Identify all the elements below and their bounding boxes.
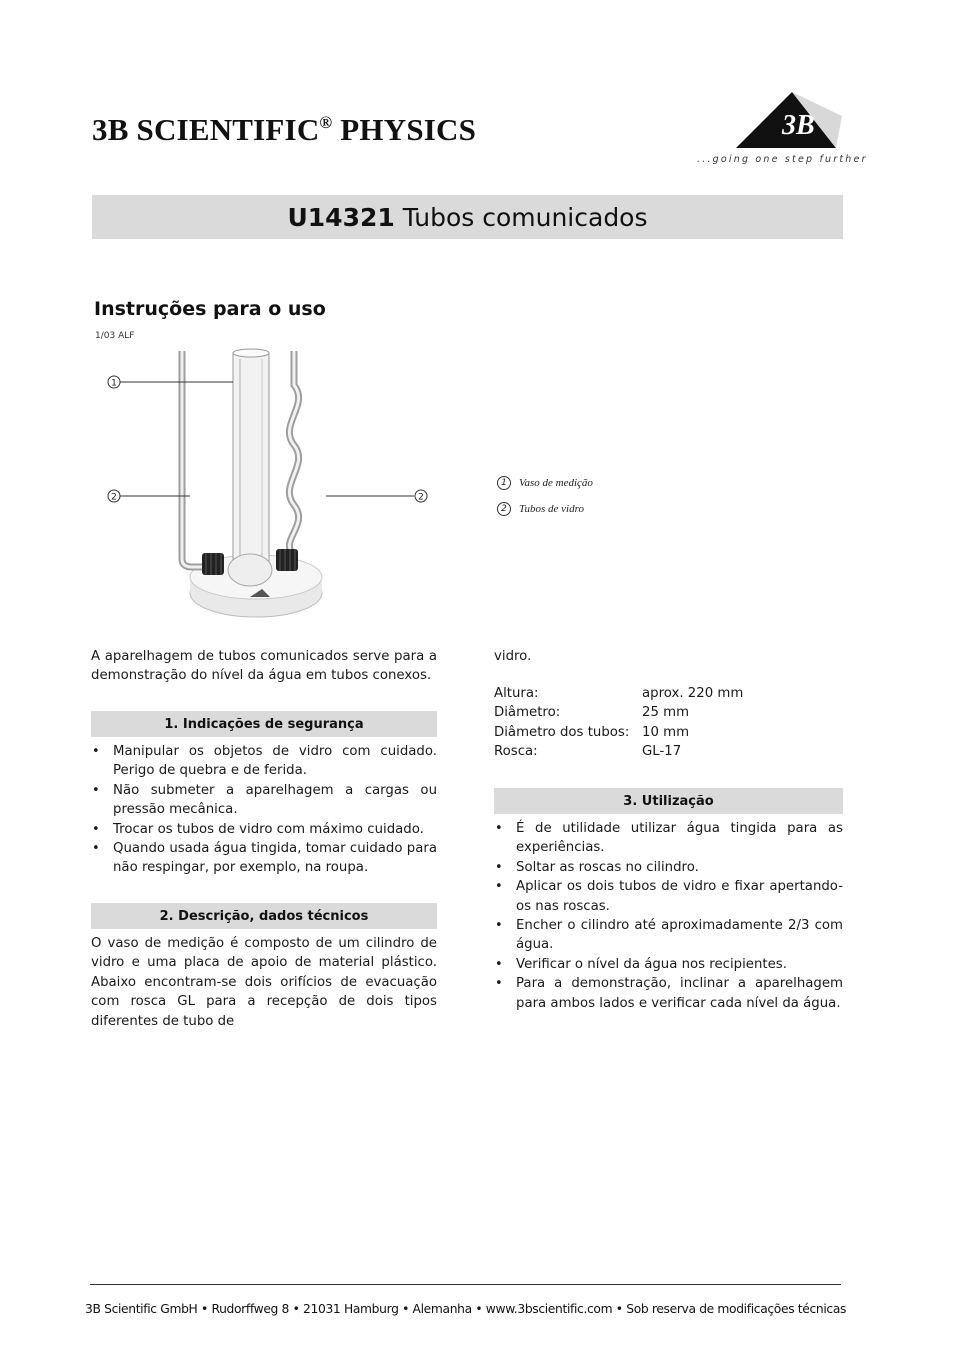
legend-number-1: 1 — [497, 476, 511, 490]
list-item: • É de utilidade utilizar água tingida para as experiências. — [494, 819, 843, 858]
intro-paragraph: A aparelhagem de tubos comunicados serve para a demonstração do nível da água em tubos conexos. — [91, 649, 437, 684]
footer-divider — [90, 1284, 841, 1285]
spec-value: 10 mm — [642, 724, 690, 740]
section1-heading: 1. Indicações de segurança — [91, 711, 437, 737]
safety-list — [91, 742, 437, 878]
brand-tail: PHYSICS — [332, 112, 477, 147]
registered-mark: ® — [319, 113, 333, 132]
spec-key: Altura: — [494, 686, 539, 701]
spec-key: Diâmetro dos tubos: — [494, 724, 630, 740]
spec-row — [494, 684, 834, 703]
usage-list — [494, 819, 843, 1013]
list-item: • Encher o cilindro até aproximadamente 2/3 com água. — [494, 916, 843, 955]
section2-heading: 2. Descrição, dados técnicos — [91, 903, 437, 929]
spec-row — [494, 723, 834, 742]
spec-value: aprox. 220 mm — [642, 686, 744, 701]
logo-text: 3B — [782, 110, 815, 141]
list-item: • Manipular os objetos de vidro com cuidado. Perigo de quebra e de ferida. — [91, 742, 437, 781]
product-code: U14321 — [287, 202, 395, 232]
spec-row — [494, 742, 834, 761]
legend-label-2: Tubos de vidro — [519, 503, 584, 515]
apparatus-figure — [100, 345, 440, 625]
list-item: • Para a demonstração, inclinar a aparelhagem para ambos lados e verificar cada nível da água. — [494, 974, 843, 1013]
spec-key: Diâmetro: — [494, 705, 561, 721]
list-item: • Quando usada água tingida, tomar cuidado para não respingar, por exemplo, na roupa. — [91, 839, 437, 878]
callout-2-right: 2 — [418, 492, 424, 503]
legend-item-1 — [497, 476, 593, 490]
tagline: ...going one step further — [697, 154, 868, 165]
spec-row — [494, 703, 834, 722]
section3-heading: 3. Utilização — [494, 788, 843, 814]
brand-title — [92, 112, 476, 148]
tech-specs — [494, 684, 834, 762]
title-bar — [92, 195, 843, 239]
callout-2-left: 2 — [111, 492, 117, 503]
list-item: • Trocar os tubos de vidro com máximo cuidado. — [91, 820, 437, 839]
product-name: Tubos comunicados — [402, 202, 648, 232]
description-continuation: vidro. — [494, 649, 532, 664]
spec-value: GL-17 — [642, 744, 682, 760]
legend-item-2 — [497, 502, 584, 516]
legend-number-2: 2 — [497, 502, 511, 516]
list-item: • Soltar as roscas no cilindro. — [494, 858, 843, 877]
legend-label-1: Vaso de medição — [519, 477, 593, 489]
spec-value: 25 mm — [642, 705, 690, 721]
list-item: • Verificar o nível da água nos recipientes. — [494, 955, 843, 974]
footer-text: 3B Scientific GmbH • Rudorffweg 8 • 21031 Hamburg • Alemanha • www.3bscientific.com • Sob reserva de modificações técnicas — [85, 1302, 847, 1316]
description-paragraph: O vaso de medição é composto de um cilindro de vidro e uma placa de apoio de material plástico. Abaixo encontram-se dois orifícios de evacuação com rosca GL para a recepção de dois tipos diferentes de tubo de — [91, 936, 437, 1029]
list-item: • Não submeter a aparelhagem a cargas ou pressão mecânica. — [91, 781, 437, 820]
brand-main: 3B SCIENTIFIC — [92, 112, 320, 147]
list-item: • Aplicar os dois tubos de vidro e fixar apertando-os nas roscas. — [494, 877, 843, 916]
callout-1: 1 — [111, 378, 117, 389]
revision-code: 1/03 ALF — [95, 331, 135, 341]
spec-key: Rosca: — [494, 744, 538, 760]
instructions-heading: Instruções para o uso — [94, 298, 326, 320]
